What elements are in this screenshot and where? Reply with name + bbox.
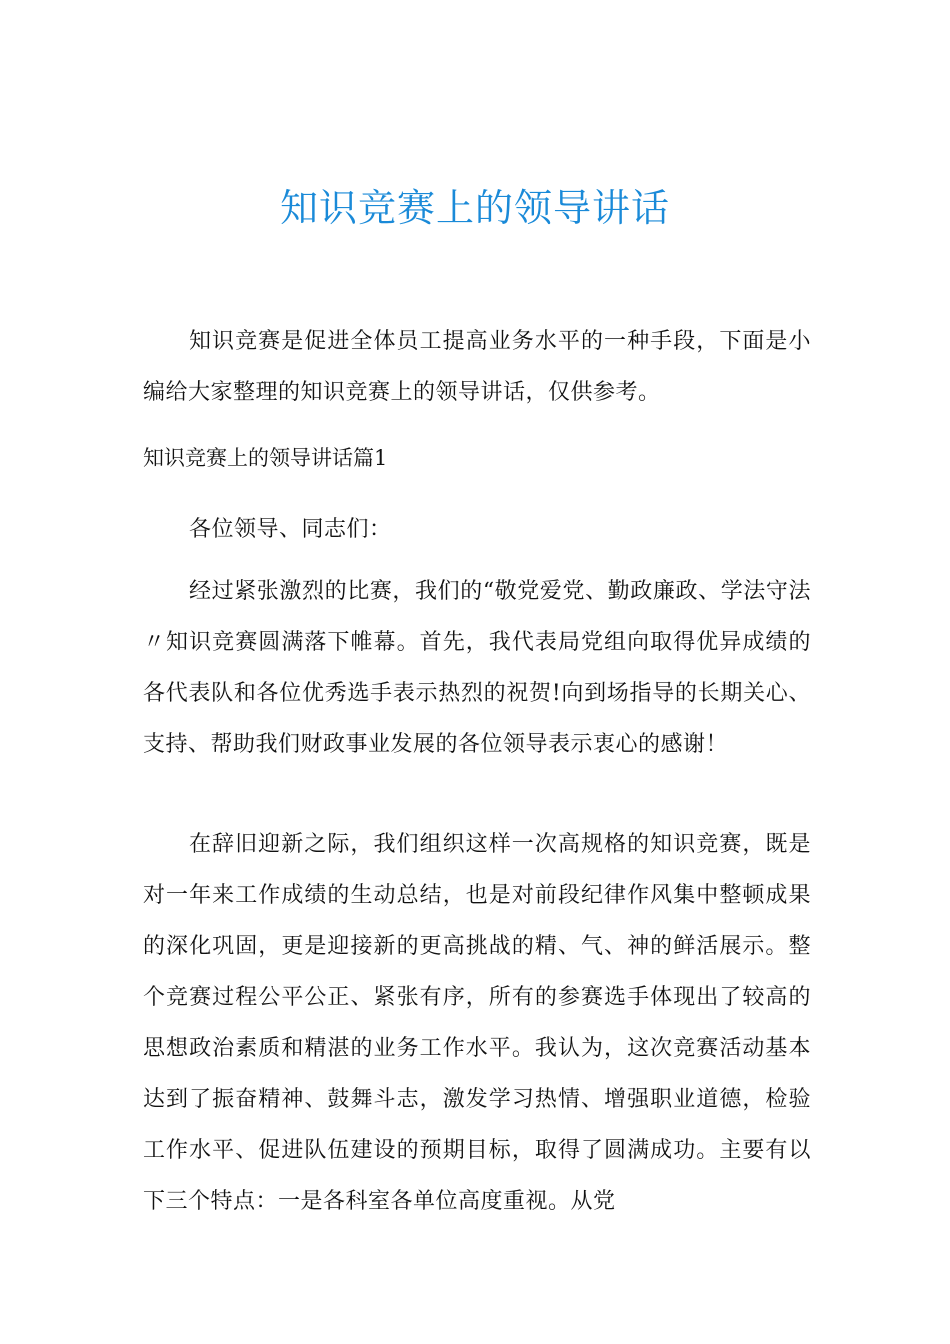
section-heading: 知识竞赛上的领导讲话篇1 xyxy=(143,446,388,470)
document-title: 知识竞赛上的领导讲话 xyxy=(279,186,670,230)
body-paragraph: 经过紧张激烈的比赛，我们的“敬党爱党、勤政廉政、学法守法〃知识竞赛圆满落下帷幕。首先，我代表局党组向取得优异成绩的各代表队和各位优秀选手表示热烈的祝贺!向到场指导的长期关心、支持、帮助我们财政事业发展的各位领导表示衷心的感谢！ xyxy=(143,579,811,757)
intro-paragraph: 知识竞赛是促进全体员工提高业务水平的一种手段，下面是小编给大家整理的知识竞赛上的领导讲话，仅供参考。 xyxy=(143,329,811,405)
body-paragraph: 在辞旧迎新之际，我们组织这样一次高规格的知识竞赛，既是对一年来工作成绩的生动总结，也是对前段纪律作风集中整顿成果的深化巩固，更是迎接新的更高挑战的精、气、神的鲜活展示。整个竞赛过程公平公正、紧张有序，所有的参赛选手体现出了较高的思想政治素质和精湛的业务工作水平。我认为，这次竞赛活动基本达到了振奋精神、鼓舞斗志，激发学习热情、增强职业道德，检验工作水平、促进队伍建设的预期目标，取得了圆满成功。主要有以下三个特点：一是各科室各单位高度重视。从党 xyxy=(143,832,811,1214)
greeting-paragraph: 各位领导、同志们： xyxy=(189,517,392,542)
